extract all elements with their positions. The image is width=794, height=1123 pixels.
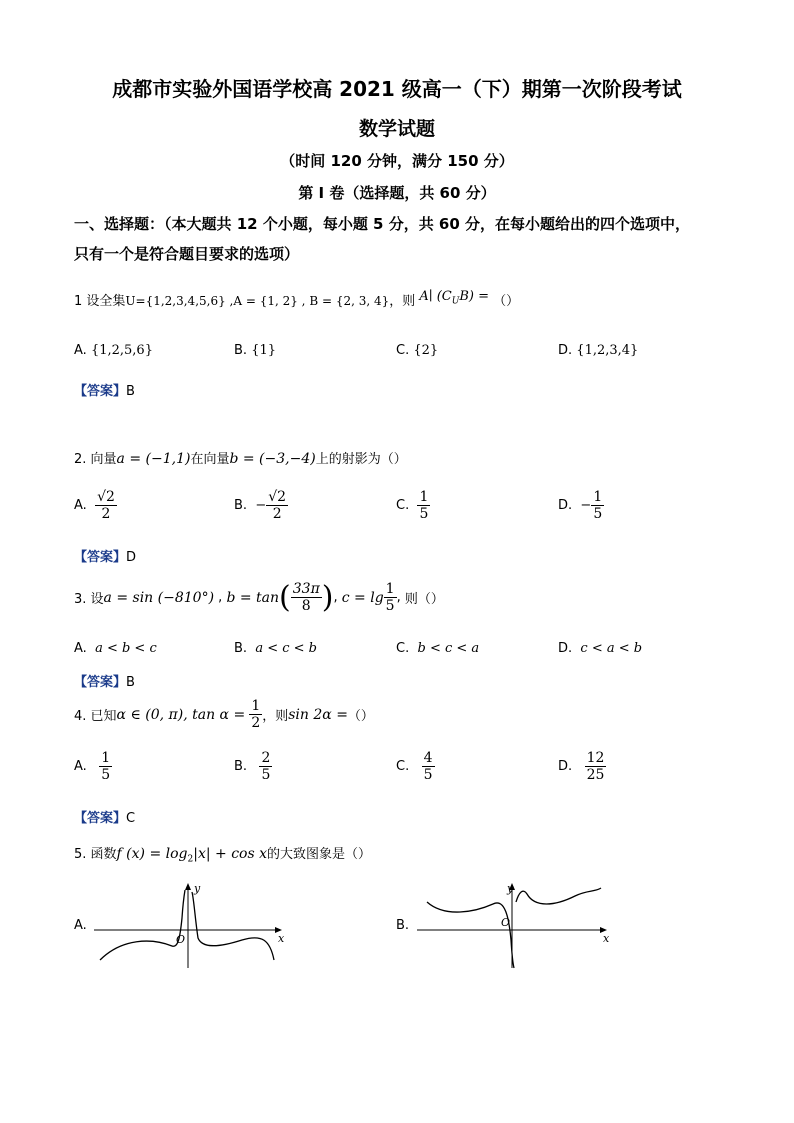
q3-option-b-value: a < c < b	[255, 641, 317, 656]
q5-option-b-label: B.	[396, 918, 410, 933]
question-3: 3. 设 a = sin (−810°) , b = tan ( $\frac{33\pi}{8}$ ) , c = lg $\frac{1}{5}$ , 则（）	[74, 580, 444, 615]
option-letter: D.	[558, 759, 573, 774]
q2-option-d-sign: −	[580, 498, 592, 513]
x-label: x	[278, 932, 285, 945]
q3-c-den: 5	[385, 598, 395, 614]
question-1	[74, 290, 519, 312]
q5-expr: f (x) = log	[116, 846, 188, 862]
q2-vector-b: b = (−3,−4)	[229, 451, 316, 467]
q4-option-b	[234, 750, 272, 783]
option-letter: A.	[74, 641, 87, 656]
curve-left	[100, 890, 185, 960]
y-label: y	[507, 882, 514, 895]
q5-expr-end: |x| + cos x	[193, 846, 267, 862]
q4-num: 1	[251, 698, 261, 714]
q5-suffix: 的大致图象是（）	[267, 847, 372, 862]
q1-option-a	[74, 343, 153, 358]
q2-option-c-den: 5	[419, 506, 429, 522]
q3-b-den: 8	[301, 598, 311, 614]
q1-answer-value: B	[126, 384, 135, 399]
q1-prefix: 1 设全集	[74, 294, 126, 309]
q4-den: 2	[251, 715, 261, 731]
q1-expr	[419, 289, 489, 307]
q2-option-d-den: 5	[593, 506, 603, 522]
question-2	[74, 448, 407, 467]
origin-label: O	[176, 933, 186, 946]
q2-option-b-num: √2	[268, 489, 287, 505]
q1-option-d-value: {1,2,3,4}	[576, 343, 639, 358]
option-letter: B.	[234, 641, 248, 656]
q3-suffix: 则（）	[404, 592, 444, 607]
q4-option-b-num: 2	[261, 750, 271, 766]
q4-option-d-num: 12	[586, 750, 605, 766]
q2-prefix: 2. 向量	[74, 452, 117, 467]
option-letter: B.	[234, 343, 248, 358]
option-letter: D.	[558, 641, 573, 656]
q3-b-num: 33π	[292, 581, 320, 597]
q2-option-b	[234, 489, 288, 522]
q4-option-c-den: 5	[423, 767, 433, 783]
q4-option-b-den: 5	[261, 767, 271, 783]
option-letter: A.	[74, 343, 87, 358]
q5-graph-a	[92, 878, 292, 970]
option-letter: A.	[74, 759, 87, 774]
q5-graph-b	[415, 878, 615, 970]
q4-option-a-num: 1	[101, 750, 111, 766]
y-label: y	[194, 882, 201, 895]
x-label: x	[603, 932, 610, 945]
q1-answer	[74, 380, 135, 399]
q1-expr-end: B) =	[459, 289, 489, 304]
option-letter: A.	[74, 498, 87, 513]
q1-option-c-value: {2}	[413, 343, 439, 358]
question-5	[74, 843, 371, 865]
q3-option-a-value: a < b < c	[95, 641, 157, 656]
q4-option-c-num: 4	[423, 750, 433, 766]
q3-option-d-value: c < a < b	[580, 641, 643, 656]
option-letter: D.	[558, 498, 573, 513]
answer-tag: 【答案】	[74, 811, 127, 826]
option-letter: C.	[396, 759, 410, 774]
q2-option-c-num: 1	[419, 489, 429, 505]
q3-b-pre: b = tan	[226, 589, 280, 606]
q4-option-a	[74, 750, 112, 783]
curve-left	[427, 902, 514, 968]
q3-option-c-value: b < c < a	[417, 641, 480, 656]
y-axis-arrow	[185, 883, 191, 890]
curve-right	[192, 892, 274, 960]
q2-suffix: 上的射影为（）	[315, 452, 407, 467]
option-letter: C.	[396, 343, 410, 358]
q3-a-expr: a = sin (−810°)	[103, 589, 215, 606]
q1-expr-sub: U	[451, 296, 460, 307]
section-intro-line2: 只有一个是符合题目要求的选项）	[74, 245, 300, 263]
q2-answer-value: D	[126, 550, 137, 565]
q4-option-a-den: 5	[101, 767, 111, 783]
answer-tag: 【答案】	[74, 675, 127, 690]
q4-suffix: ，则	[262, 709, 289, 724]
q3-c-pre: c = lg	[341, 589, 384, 606]
q2-option-a-den: 2	[101, 506, 111, 522]
q2-option-a-num: √2	[97, 489, 115, 505]
q3-option-c	[396, 641, 479, 656]
q2-option-b-den: 2	[272, 506, 282, 522]
q2-option-b-sign: −	[255, 498, 267, 513]
curve-right	[516, 888, 601, 904]
q3-option-b	[234, 641, 317, 656]
q1-option-c	[396, 343, 438, 358]
q5-sub: 2	[187, 854, 194, 865]
section-intro-line1: 一、选择题：（本大题共 12 个小题，每小题 5 分，共 60 分，在每小题给出的四个选项中，	[74, 215, 691, 233]
q1-option-b-value: {1}	[251, 343, 277, 358]
q2-option-d-num: 1	[593, 489, 603, 505]
option-letter: B.	[234, 759, 248, 774]
q4-paren: （）	[347, 709, 374, 724]
q5-option-a-label: A.	[74, 918, 87, 933]
question-4	[74, 698, 374, 731]
q4-option-c	[396, 750, 435, 783]
q1-expr-main: A∣ (C	[419, 289, 452, 304]
q1-paren: （）	[493, 294, 520, 309]
volume-heading: 第 I 卷（选择题，共 60 分）	[298, 184, 496, 202]
q4-option-d	[558, 750, 606, 783]
q3-option-a	[74, 641, 157, 656]
q5-prefix: 5. 函数	[74, 847, 117, 862]
q1-option-d	[558, 343, 638, 358]
q3-prefix: 3. 设	[74, 592, 104, 607]
q4-expr2: sin 2α =	[288, 706, 348, 723]
q1-sets: U={1,2,3,4,5,6} ,A = {1, 2} , B = {2, 3, 4}	[125, 294, 390, 308]
q3-option-d	[558, 641, 642, 656]
q3-answer-value: B	[126, 675, 135, 690]
q2-vector-a: a = (−1,1)	[116, 451, 191, 467]
q2-option-a	[74, 489, 117, 522]
answer-tag: 【答案】	[74, 384, 127, 399]
q4-option-d-den: 25	[586, 767, 605, 783]
exam-title: 成都市实验外国语学校高 2021 级高一（下）期第一次阶段考试	[112, 77, 682, 101]
option-letter: C.	[396, 498, 410, 513]
q2-mid: 在向量	[190, 452, 230, 467]
q2-answer	[74, 546, 136, 565]
q3-c-num: 1	[385, 581, 395, 597]
exam-subtitle: 数学试题	[358, 118, 435, 140]
q2-option-c	[396, 489, 430, 522]
q1-option-b	[234, 343, 276, 358]
option-letter: C.	[396, 641, 410, 656]
option-letter: B.	[234, 498, 248, 513]
q1-option-a-value: {1,2,5,6}	[90, 343, 153, 358]
q3-answer	[74, 671, 135, 690]
time-note: （时间 120 分钟，满分 150 分）	[280, 152, 514, 170]
answer-tag: 【答案】	[74, 550, 127, 565]
q4-expr: α ∈ (0, π), tan α =	[116, 706, 246, 723]
q1-mid: ，则	[389, 294, 416, 309]
origin-label: O	[501, 916, 511, 929]
option-letter: D.	[558, 343, 573, 358]
q4-prefix: 4. 已知	[74, 709, 117, 724]
q2-option-d	[558, 489, 604, 522]
q4-answer	[74, 807, 135, 826]
q4-answer-value: C	[126, 811, 136, 826]
